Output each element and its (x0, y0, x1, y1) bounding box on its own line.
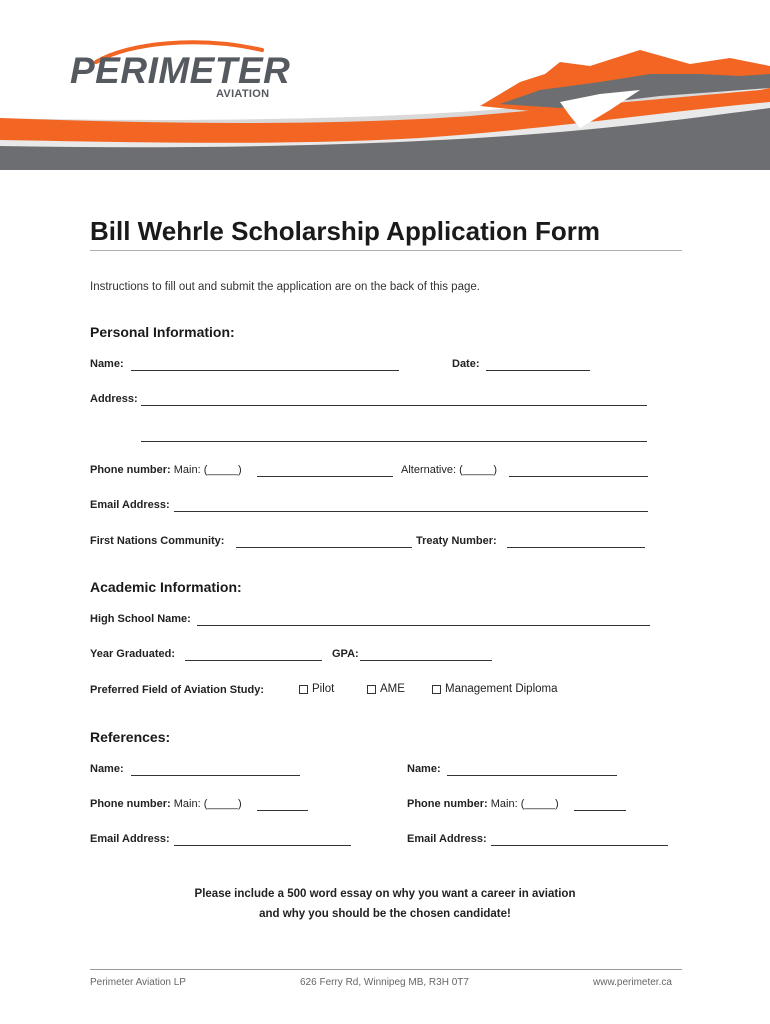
footer-address: 626 Ferry Rd, Winnipeg MB, R3H 0T7 (300, 977, 469, 988)
footer-divider (90, 969, 682, 970)
address-label: Address: (90, 393, 138, 405)
ref1-phone-field[interactable] (257, 810, 308, 811)
school-field[interactable] (197, 625, 650, 626)
phone-alt-label: Alternative: (_____) (401, 464, 497, 476)
phone-alt-field[interactable] (509, 476, 648, 477)
name-field[interactable] (131, 370, 399, 371)
logo-wordmark: PERIMETER (70, 50, 291, 91)
gpa-label: GPA: (332, 648, 359, 660)
footer-website[interactable]: www.perimeter.ca (593, 977, 672, 988)
ref2-email-label: Email Address: (407, 833, 487, 845)
year-label: Year Graduated: (90, 648, 175, 660)
essay-note-line1: Please include a 500 word essay on why you want a career in aviation (194, 888, 576, 900)
academic-info-heading: Academic Information: (90, 579, 242, 595)
gpa-field[interactable] (360, 660, 492, 661)
ref2-phone-field[interactable] (574, 810, 626, 811)
logo-subtitle: AVIATION (216, 88, 270, 100)
option-ame[interactable]: AME (367, 683, 405, 695)
option-management-diploma[interactable]: Management Diploma (432, 683, 558, 695)
treaty-field[interactable] (507, 547, 645, 548)
address-field-line2[interactable] (141, 441, 647, 442)
ref2-email-field[interactable] (491, 845, 668, 846)
ref1-name-field[interactable] (131, 775, 300, 776)
ref1-email-label: Email Address: (90, 833, 170, 845)
personal-info-heading: Personal Information: (90, 324, 235, 340)
address-field-line1[interactable] (141, 405, 647, 406)
phone-main-field[interactable] (257, 476, 393, 477)
ref1-name-label: Name: (90, 763, 124, 775)
header-banner (0, 0, 770, 170)
school-label: High School Name: (90, 613, 191, 625)
instructions-text: Instructions to fill out and submit the application are on the back of this page. (90, 281, 480, 293)
ref2-name-field[interactable] (447, 775, 617, 776)
date-label: Date: (452, 358, 480, 370)
essay-note-line2: and why you should be the chosen candidate! (259, 908, 511, 920)
phone-label: Phone number: Main: (_____) (90, 464, 242, 476)
ref2-phone-label: Phone number: Main: (_____) (407, 798, 559, 810)
references-heading: References: (90, 729, 171, 745)
treaty-label: Treaty Number: (416, 535, 497, 547)
community-label: First Nations Community: (90, 535, 225, 547)
checkbox-icon[interactable] (299, 685, 308, 694)
checkbox-icon[interactable] (432, 685, 441, 694)
checkbox-icon[interactable] (367, 685, 376, 694)
footer-company: Perimeter Aviation LP (90, 977, 186, 988)
option-pilot[interactable]: Pilot (299, 683, 334, 695)
email-field[interactable] (174, 511, 648, 512)
ref1-phone-label: Phone number: Main: (_____) (90, 798, 242, 810)
title-divider (90, 250, 682, 251)
ref2-name-label: Name: (407, 763, 441, 775)
ref1-email-field[interactable] (174, 845, 351, 846)
date-field[interactable] (486, 370, 590, 371)
form-title: Bill Wehrle Scholarship Application Form (90, 216, 600, 246)
name-label: Name: (90, 358, 124, 370)
email-label: Email Address: (90, 499, 170, 511)
community-field[interactable] (236, 547, 412, 548)
field-of-study-label: Preferred Field of Aviation Study: (90, 684, 264, 696)
year-field[interactable] (185, 660, 322, 661)
